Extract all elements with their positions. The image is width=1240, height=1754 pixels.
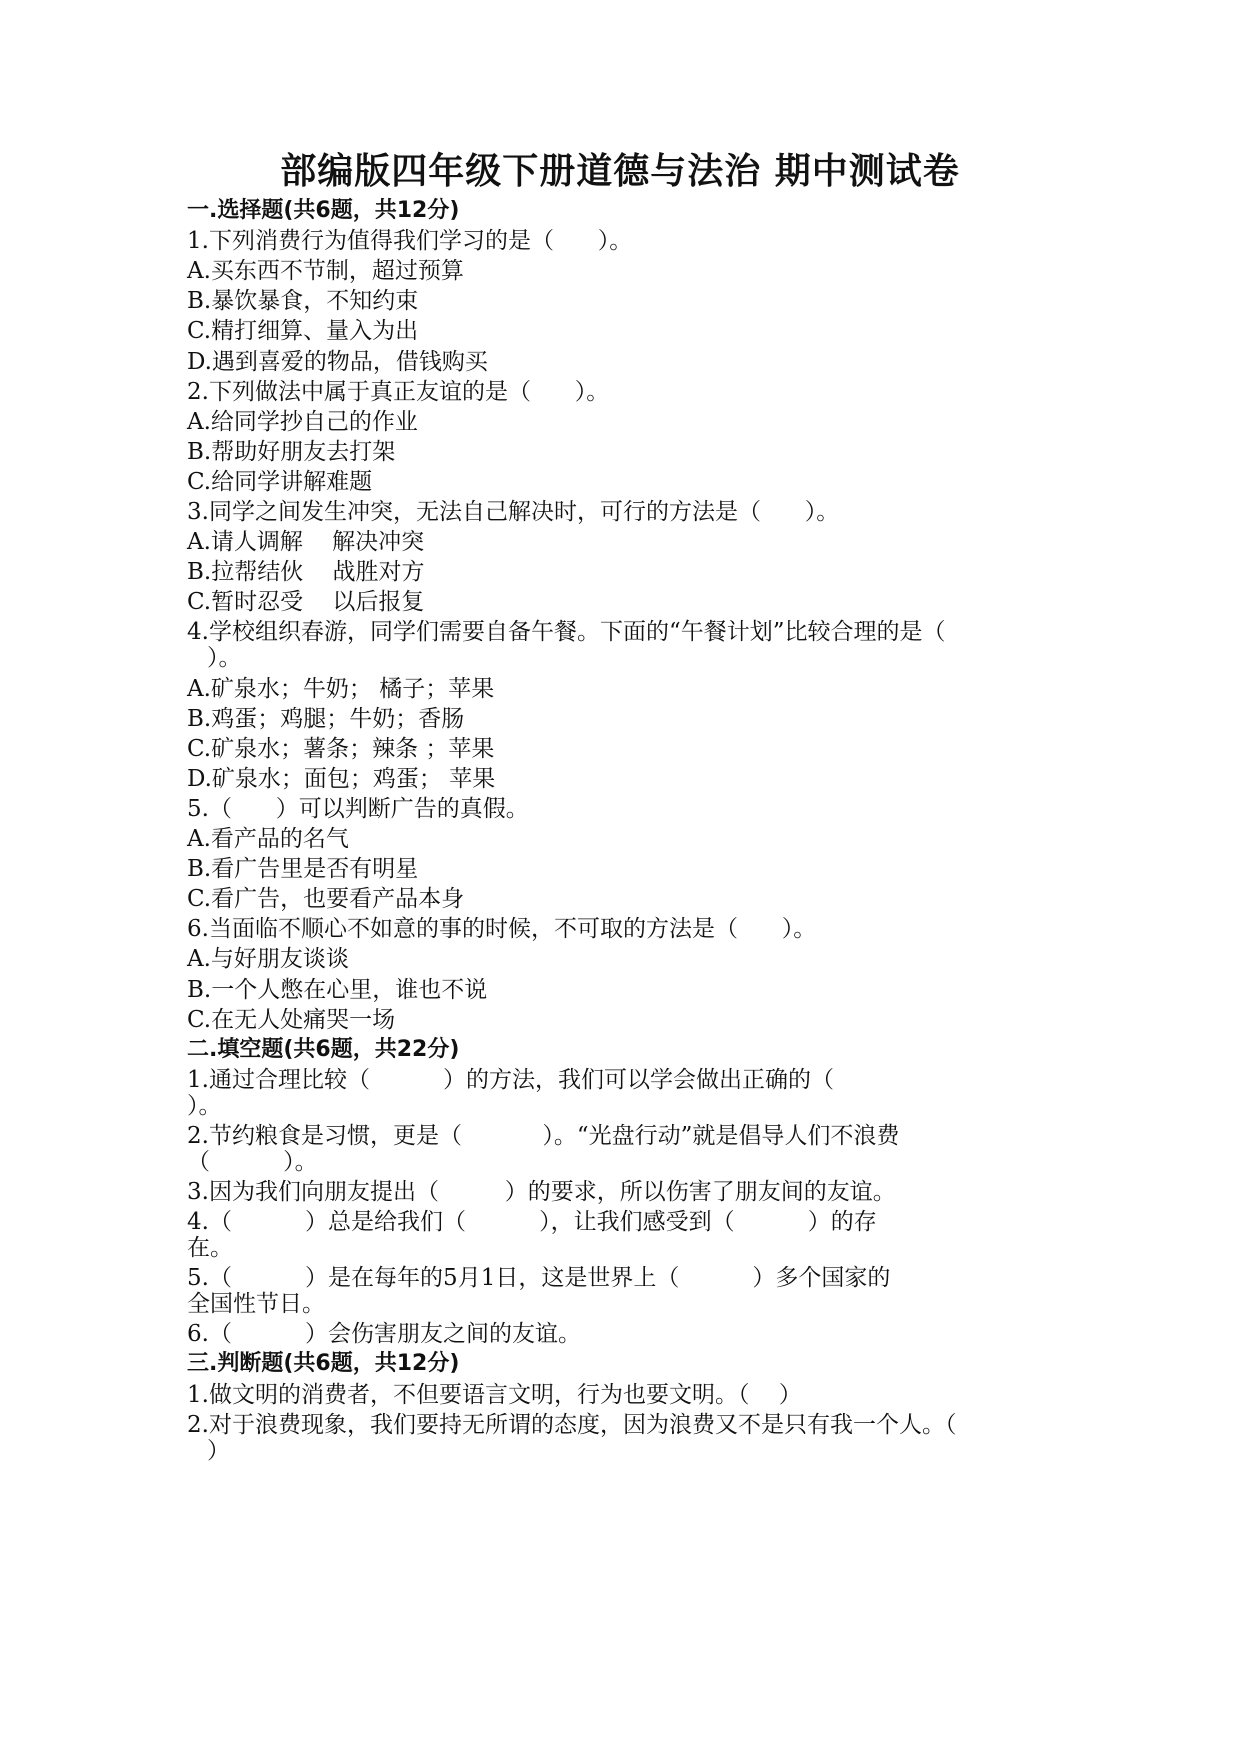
option-text: A.买东西不节制，超过预算 <box>187 258 464 285</box>
option-text: B.拉帮结伙 战胜对方 <box>187 559 425 586</box>
option-text: C.看广告，也要看产品本身 <box>187 886 465 913</box>
question-text: 1.做文明的消费者，不但要语言文明，行为也要文明。（ ） <box>187 1381 802 1408</box>
question-continuation: 在。 <box>187 1235 233 1262</box>
option-text: B.暴饮暴食，不知约束 <box>187 288 419 315</box>
option-text: B.帮助好朋友去打架 <box>187 438 396 465</box>
exam-title: 部编版四年级下册道德与法治 期中测试卷 <box>280 151 960 192</box>
question-text: 3.因为我们向朋友提出（ ）的要求，所以伤害了朋友间的友谊。 <box>187 1179 896 1205</box>
option-text: C.在无人处痛哭一场 <box>187 1006 396 1033</box>
question-text: 5.（ ）是在每年的5月1日，这是世界上（ ）多个国家的 <box>187 1265 891 1292</box>
option-text: D.遇到喜爱的物品，借钱购买 <box>187 348 488 375</box>
section-heading: 一.选择题(共6题，共12分) <box>187 198 460 223</box>
section-heading: 三.判断题(共6题，共12分) <box>187 1351 460 1377</box>
option-text: B.一个人憋在心里，谁也不说 <box>187 976 488 1003</box>
option-text: A.与好朋友谈谈 <box>187 946 349 973</box>
question-text: 1.通过合理比较（ ）的方法，我们可以学会做出正确的（ <box>187 1066 835 1093</box>
option-text: A.给同学抄自己的作业 <box>187 408 418 435</box>
option-text: A.看产品的名气 <box>187 826 349 852</box>
option-text: C.精打细算、量入为出 <box>187 318 419 345</box>
section-heading: 二.填空题(共6题，共22分) <box>187 1036 460 1062</box>
option-text: C.暂时忍受 以后报复 <box>187 589 425 616</box>
option-text: A.矿泉水；牛奶； 橘子；苹果 <box>187 675 495 702</box>
question-text: 6.（ ）会伤害朋友之间的友谊。 <box>187 1321 582 1348</box>
question-text: 4.（ ）总是给我们（ ），让我们感受到（ ）的存 <box>187 1209 877 1236</box>
option-text: C.给同学讲解难题 <box>187 468 373 495</box>
question-text: 2.下列做法中属于真正友谊的是（ ）。 <box>187 378 610 405</box>
question-continuation: ）。 <box>207 645 242 672</box>
option-text: B.看广告里是否有明星 <box>187 856 419 883</box>
question-continuation: 全国性节日。 <box>187 1291 325 1318</box>
option-text: A.请人调解 解决冲突 <box>187 529 425 556</box>
question-text: 6.当面临不顺心不如意的事的时候，不可取的方法是（ ）。 <box>187 916 817 943</box>
option-text: C.矿泉水；薯条；辣条 ；苹果 <box>187 735 495 762</box>
question-text: 4.学校组织春游，同学们需要自备午餐。下面的“午餐计划”比较合理的是（ <box>187 619 946 646</box>
question-text: 5.（ ）可以判断广告的真假。 <box>187 795 529 822</box>
question-text: 1.下列消费行为值得我们学习的是（ ）。 <box>187 228 633 255</box>
question-continuation: ）。 <box>187 1092 222 1119</box>
question-text: 3.同学之间发生冲突，无法自己解决时，可行的方法是（ ）。 <box>187 499 840 525</box>
question-continuation: （ ）。 <box>187 1148 318 1175</box>
question-text: 2.节约粮食是习惯，更是（ ）。“光盘行动”就是倡导人们不浪费 <box>187 1122 900 1149</box>
option-text: B.鸡蛋；鸡腿；牛奶；香肠 <box>187 705 465 732</box>
option-text: D.矿泉水；面包；鸡蛋； 苹果 <box>187 765 496 792</box>
question-continuation: ） <box>207 1437 230 1464</box>
question-text: 2.对于浪费现象，我们要持无所谓的态度，因为浪费又不是只有我一个人。（ <box>187 1411 957 1438</box>
